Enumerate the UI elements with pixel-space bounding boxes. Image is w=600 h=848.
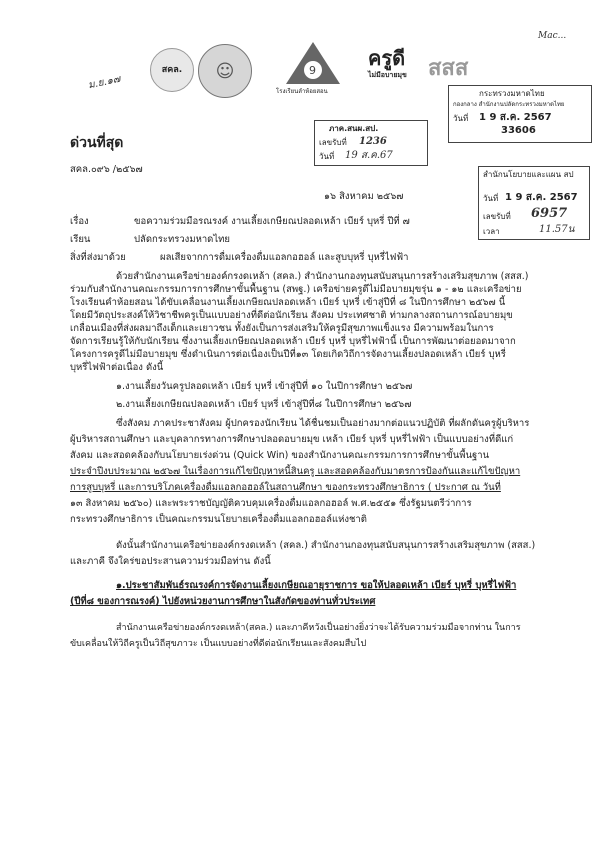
receipt-stamp-1: ภาค.สนผ.สป. เลขรับที่ 1236 วันที่ 19 ส.ค.67 xyxy=(314,120,428,166)
to-text: ปลัดกระทรวงมหาดไทย xyxy=(134,234,230,245)
list-item: ๒.งานเลี้ยงเกษียณปลอดเหล้า เบียร์ บุหรี่ เข้าสู่ปีที่๘ ในปีการศึกษา ๒๕๖๗ xyxy=(116,399,412,410)
body-paragraph-4: สำนักงานเครือข่ายองค์กรงดเหล้า(สคล.) และภาคีหวังเป็นอย่างยิ่งว่าจะได้รับความร่วมมือจากท่าน ในการ ขับเคลื่อนให้วิถีครูเป็นวิถีสุขภาวะ เป็นแบบอย่างที่ดีต่อนักเรียนและสังคมสืบไป xyxy=(70,623,521,649)
body-paragraph-2: ซึ่งสังคม ภาคประชาสังคม ผู้ปกครองนักเรียน ได้ชื่นชมเป็นอย่างมากต่อแนวปฏิบัติ ที่ผลักดันครูผู้บริหาร ผู้บริหารสถานศึกษา และบุคลากรทางการศึกษาปลอดอบายมุข เหล้า เบียร์ บุหรี่ บุหรี่ไฟฟ้า เป็นแบบอย่างที่ดีแก่ สังคม และสอดคล้องกับนโยบายเร่งด่วน (Quick Win) ของสำนักงานคณะกรรมการการศึกษาขั้นพื้นฐาน ประจำปีงบประมาณ ๒๕๖๗ ในเรื่องการแก้ไขปัญหาหนี้สินครู และสอดคล้องกับมาตรการป้องกันและแก้ไขปัญหา การสูบบุหรี่ และการบริโภคเครื่องดื่มแอลกอฮอล์ในสถานศึกษา ของกระทรวงศึกษาธิการ ( ประกาศ ณ วันที่ ๑๓ สิงหาคม ๒๕๖๐) และพระราชบัญญัติควบคุมเครื่องดื่มแอลกอฮอล์ พ.ศ.๒๕๕๑ ซึ่งรัฐมนตรีว่าการ กระทรวงศึกษาธิการ เป็นคณะกรรมนโยบายเครื่องดื่มแอลกอฮอล์แห่งชาติ xyxy=(70,418,530,525)
enclosure-label: สิ่งที่ส่งมาด้วย xyxy=(70,252,126,263)
body-paragraph-3: ดังนั้นสำนักงานเครือข่ายองค์กรงดเหล้า (สคล.) สำนักงานกองทุนสนับสนุนการสร้างเสริมสุขภาพ (สสส.) และภาคี จึงใคร่ขอประสานความร่วมมือท่าน ดังนี้ xyxy=(70,540,536,567)
document-number: สคล.๐๙๖ /๒๕๖๗ xyxy=(70,164,143,175)
urgency-label: ด่วนที่สุด xyxy=(70,135,124,151)
body-paragraph-1: ด้วยสำนักงานเครือข่ายองค์กรงดเหล้า (สคล.) สำนักงานกองทุนสนับสนุนการสร้างเสริมสุขภาพ (สสส.) ร่วมกับสำนักงานคณะกรรมการการศึกษาขั้นพื้นฐาน (สพฐ.) เครือข่ายครูดีไม่มีอบายมุขรุ่น ๑ - ๑๒ และเครือข่าย โรงเรียนคำห้อยสอน ได้ขับเคลื่อนงานเลี้ยงเกษียณปลอดเหล้า เบียร์ บุหรี่ เข้าสู่ปีที่ ๘ ในปีการศึกษา ๒๕๖๗ นี้ โดยมีวัตถุประสงค์ให้วิชาชีพครูเป็นแบบอย่างที่ดีต่อนักเรียน สังคม ประเทศชาติ ท่ามกลางสถานการณ์อบายมุข เกลื่อนเมืองที่ส่งผลมาถึงเด็กและเยาวชน ทั้งยังเป็นการส่งเสริมให้ครูมีสุขภาพแข็งแรง มีความพร้อมในการ จัดการเรียนรู้ให้กับนักเรียน ซึ่งงานเลี้ยงเกษียณปลอดเหล้า เบียร์ บุหรี่ บุหรี่ไฟฟ้านี้ เป็นการพัฒนาต่อยอดมาจาก โครงการครูดีไม่มีอบายมุข ซึ่งดำเนินการต่อเนื่องเป็นปีที่๑๓ โดยเกิดวิถีการจัดงานเลี้ยงปลอดเหล้า เบียร์ บุหรี่ บุหรี่ไฟฟ้าต่อเนื่อง ดังนี้ xyxy=(70,271,529,373)
logo-school-triangle: 9 โรงเรียนลำห้อยสอน xyxy=(278,40,348,98)
subject-label: เรื่อง xyxy=(70,216,89,227)
logo-row xyxy=(150,40,480,100)
corner-note-top-left: ม.ย.๑๗ xyxy=(87,73,122,92)
triangle-emblem-icon xyxy=(278,40,348,88)
program-list xyxy=(116,380,586,411)
list-item: ๑.งานเลี้ยงวันครูปลอดเหล้า เบียร์ บุหรี่ เข้าสู่ปีที่ ๑๐ ในปีการศึกษา ๒๕๖๗ xyxy=(116,381,413,392)
subject-text: ขอความร่วมมือรณรงค์ งานเลี้ยงเกษียณปลอดเหล้า เบียร์ บุหรี่ ปีที่ ๗ xyxy=(134,216,410,227)
enclosure-text: ผลเสียจากการดื่มเครื่องดื่มแอลกอฮอล์ และสูบบุหรี่ บุหรี่ไฟฟ้า xyxy=(160,252,409,263)
logo-sakol: สคล. xyxy=(150,48,194,92)
svg-text:9: 9 xyxy=(309,64,316,77)
logo-sss: สสส xyxy=(428,56,469,81)
logo-circle-2: ☺ xyxy=(198,44,252,98)
receipt-stamp-2: กระทรวงมหาดไทย กองกลาง สำนักงานปลัดกระทรวงมหาดไทย วันที่ 1 9 ส.ค. 2567 33606 xyxy=(448,85,592,143)
logo-kru-dee: ครูดี ไม่มีอบายมุข xyxy=(368,46,407,79)
to-label: เรียน xyxy=(70,234,91,245)
corner-note-top-right: Mac... xyxy=(538,31,567,41)
request-item-1: ๑.ประชาสัมพันธ์รณรงค์การจัดงานเลี้ยงเกษียณอายุราชการ ขอให้ปลอดเหล้า เบียร์ บุหรี่ บุหรี่ไฟฟ้า (ปีที่๘ ของการณรงค์) ไปยังหน่วยงานการศึกษาในสังกัดของท่านทั่วประเทศ xyxy=(70,580,517,607)
receipt-stamp-3: สำนักนโยบายและแผน สป วันที่ 1 9 ส.ค. 2567 เลขรับที่ 6957 เวลา 11.57น xyxy=(478,166,590,240)
document-date: ๑๖ สิงหาคม ๒๕๖๗ xyxy=(324,191,404,202)
